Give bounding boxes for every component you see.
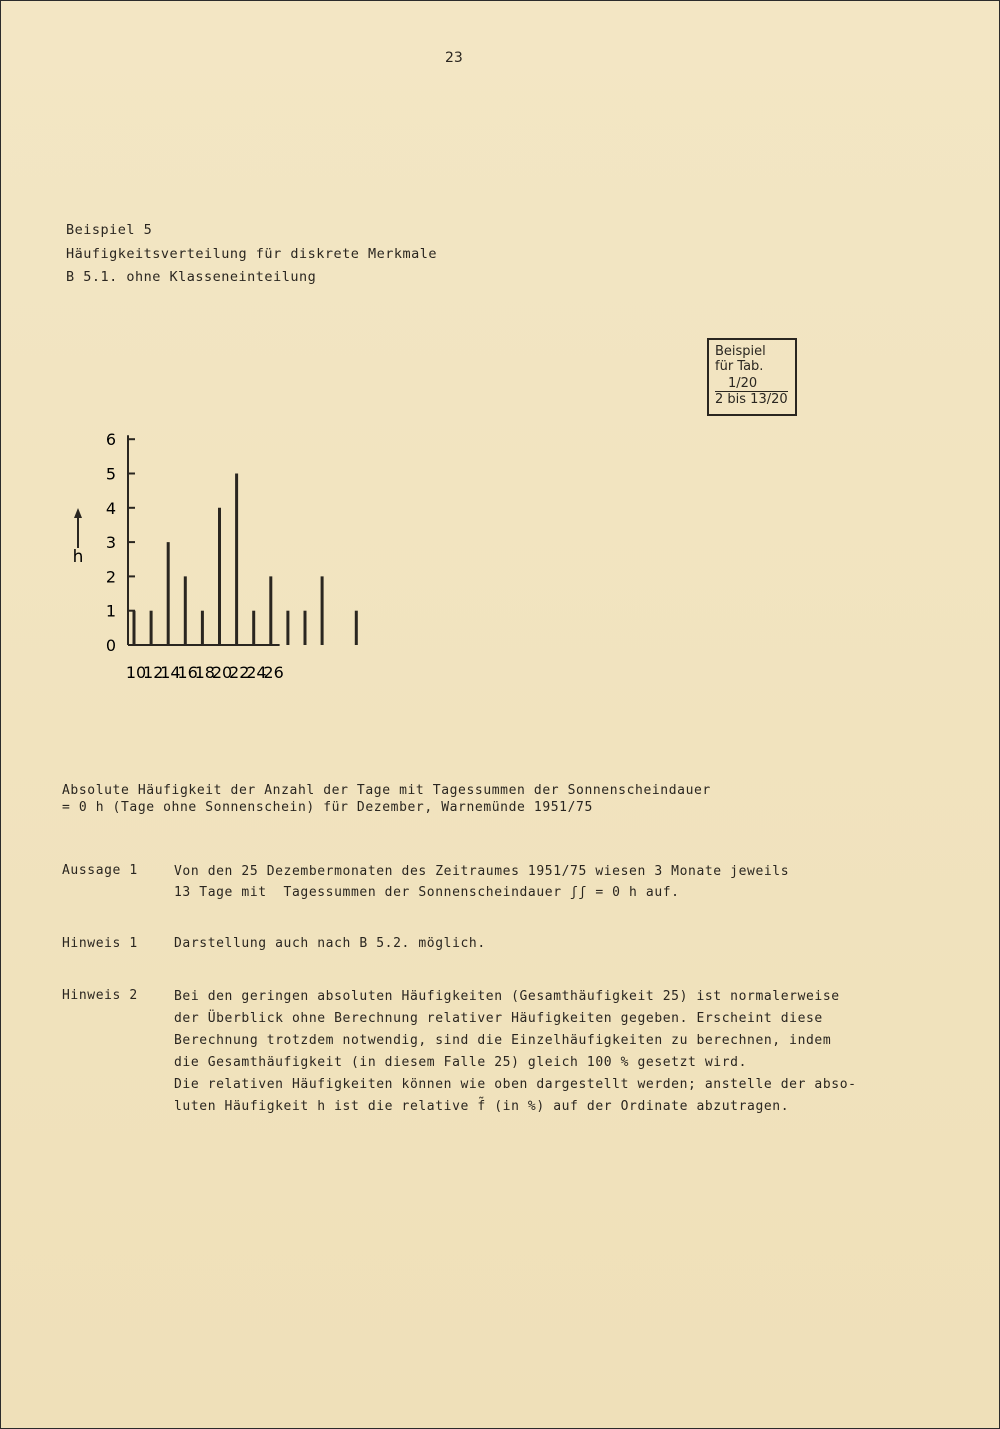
- reference-line-2: für Tab.: [715, 359, 764, 374]
- y-tick-label: 3: [105, 533, 116, 553]
- x-tick-label: 24: [246, 663, 267, 682]
- hinweis1-label: Hinweis 1: [62, 936, 138, 951]
- chart-bars: [134, 474, 356, 646]
- example-title: Beispiel 5: [66, 222, 153, 238]
- page-number: 23: [445, 50, 463, 66]
- x-tick-label: 22: [229, 663, 250, 682]
- caption-line-2: = 0 h (Tage ohne Sonnenschein) für Dezember, Warnemünde 1951/75: [62, 800, 593, 815]
- aussage-line-1: Von den 25 Dezembermonaten des Zeitraumes 1951/75 wiesen 3 Monate jeweils: [174, 864, 790, 879]
- reference-box: [707, 338, 797, 416]
- x-tick-label: 12: [143, 663, 164, 682]
- aussage-line-2: 13 Tage mit Tagessummen der Sonnenscheindauer ʃʃ = 0 h auf.: [174, 885, 680, 900]
- hinweis2-label: Hinweis 2: [62, 988, 138, 1003]
- x-tick-label: 18: [194, 663, 215, 682]
- hinweis2-line-6: luten Häufigkeit h ist die relative f̃ (in %) auf der Ordinate abzutragen.: [174, 1099, 790, 1114]
- y-tick-label: 1: [105, 601, 116, 621]
- y-ticks: [106, 430, 135, 655]
- reference-denominator: 2 bis 13/20: [715, 392, 788, 407]
- reference-line-1: Beispiel: [715, 344, 766, 359]
- hinweis2-line-4: die Gesamthäufigkeit (in diesem Falle 25) gleich 100 % gesetzt wird.: [174, 1055, 748, 1070]
- hinweis2-line-5: Die relativen Häufigkeiten können wie oben dargestellt werden; anstelle der abso-: [174, 1077, 857, 1092]
- y-axis-arrow-icon: [74, 508, 82, 518]
- y-tick-label: 0: [105, 636, 116, 655]
- aussage-label: Aussage 1: [62, 863, 138, 878]
- x-tick-label: 14: [160, 663, 181, 682]
- hinweis2-line-3: Berechnung trotzdem notwendig, sind die Einzelhäufigkeiten zu berechnen, indem: [174, 1033, 832, 1048]
- x-tick-label: 10: [125, 663, 147, 682]
- reference-numerator: 1/20: [728, 376, 758, 391]
- y-tick-label: 4: [105, 498, 116, 518]
- section-title: B 5.1. ohne Klasseneinteilung: [66, 269, 317, 285]
- hinweis2-line-1: Bei den geringen absoluten Häufigkeiten (Gesamthäufigkeit 25) ist normalerweise: [174, 989, 840, 1004]
- example-subtitle: Häufigkeitsverteilung für diskrete Merkmale: [66, 246, 437, 262]
- x-tick-label: 20: [211, 663, 233, 682]
- y-tick-label: 2: [105, 567, 116, 587]
- x-tick-label: 16: [177, 663, 198, 682]
- hinweis2-line-2: der Überblick ohne Berechnung relativer Häufigkeiten gegeben. Erscheint diese: [174, 1011, 823, 1026]
- y-axis-label-group: [73, 508, 84, 567]
- y-tick-label: 5: [105, 464, 116, 484]
- y-tick-label: 6: [105, 430, 116, 450]
- x-tick-label: 26: [263, 663, 284, 682]
- y-axis-label: h: [72, 547, 84, 567]
- x-ticks: [126, 663, 284, 682]
- hinweis1-text: Darstellung auch nach B 5.2. möglich.: [174, 936, 486, 951]
- bar-chart: [60, 420, 440, 700]
- caption-line-1: Absolute Häufigkeit der Anzahl der Tage mit Tagessummen der Sonnenscheindauer: [62, 783, 711, 798]
